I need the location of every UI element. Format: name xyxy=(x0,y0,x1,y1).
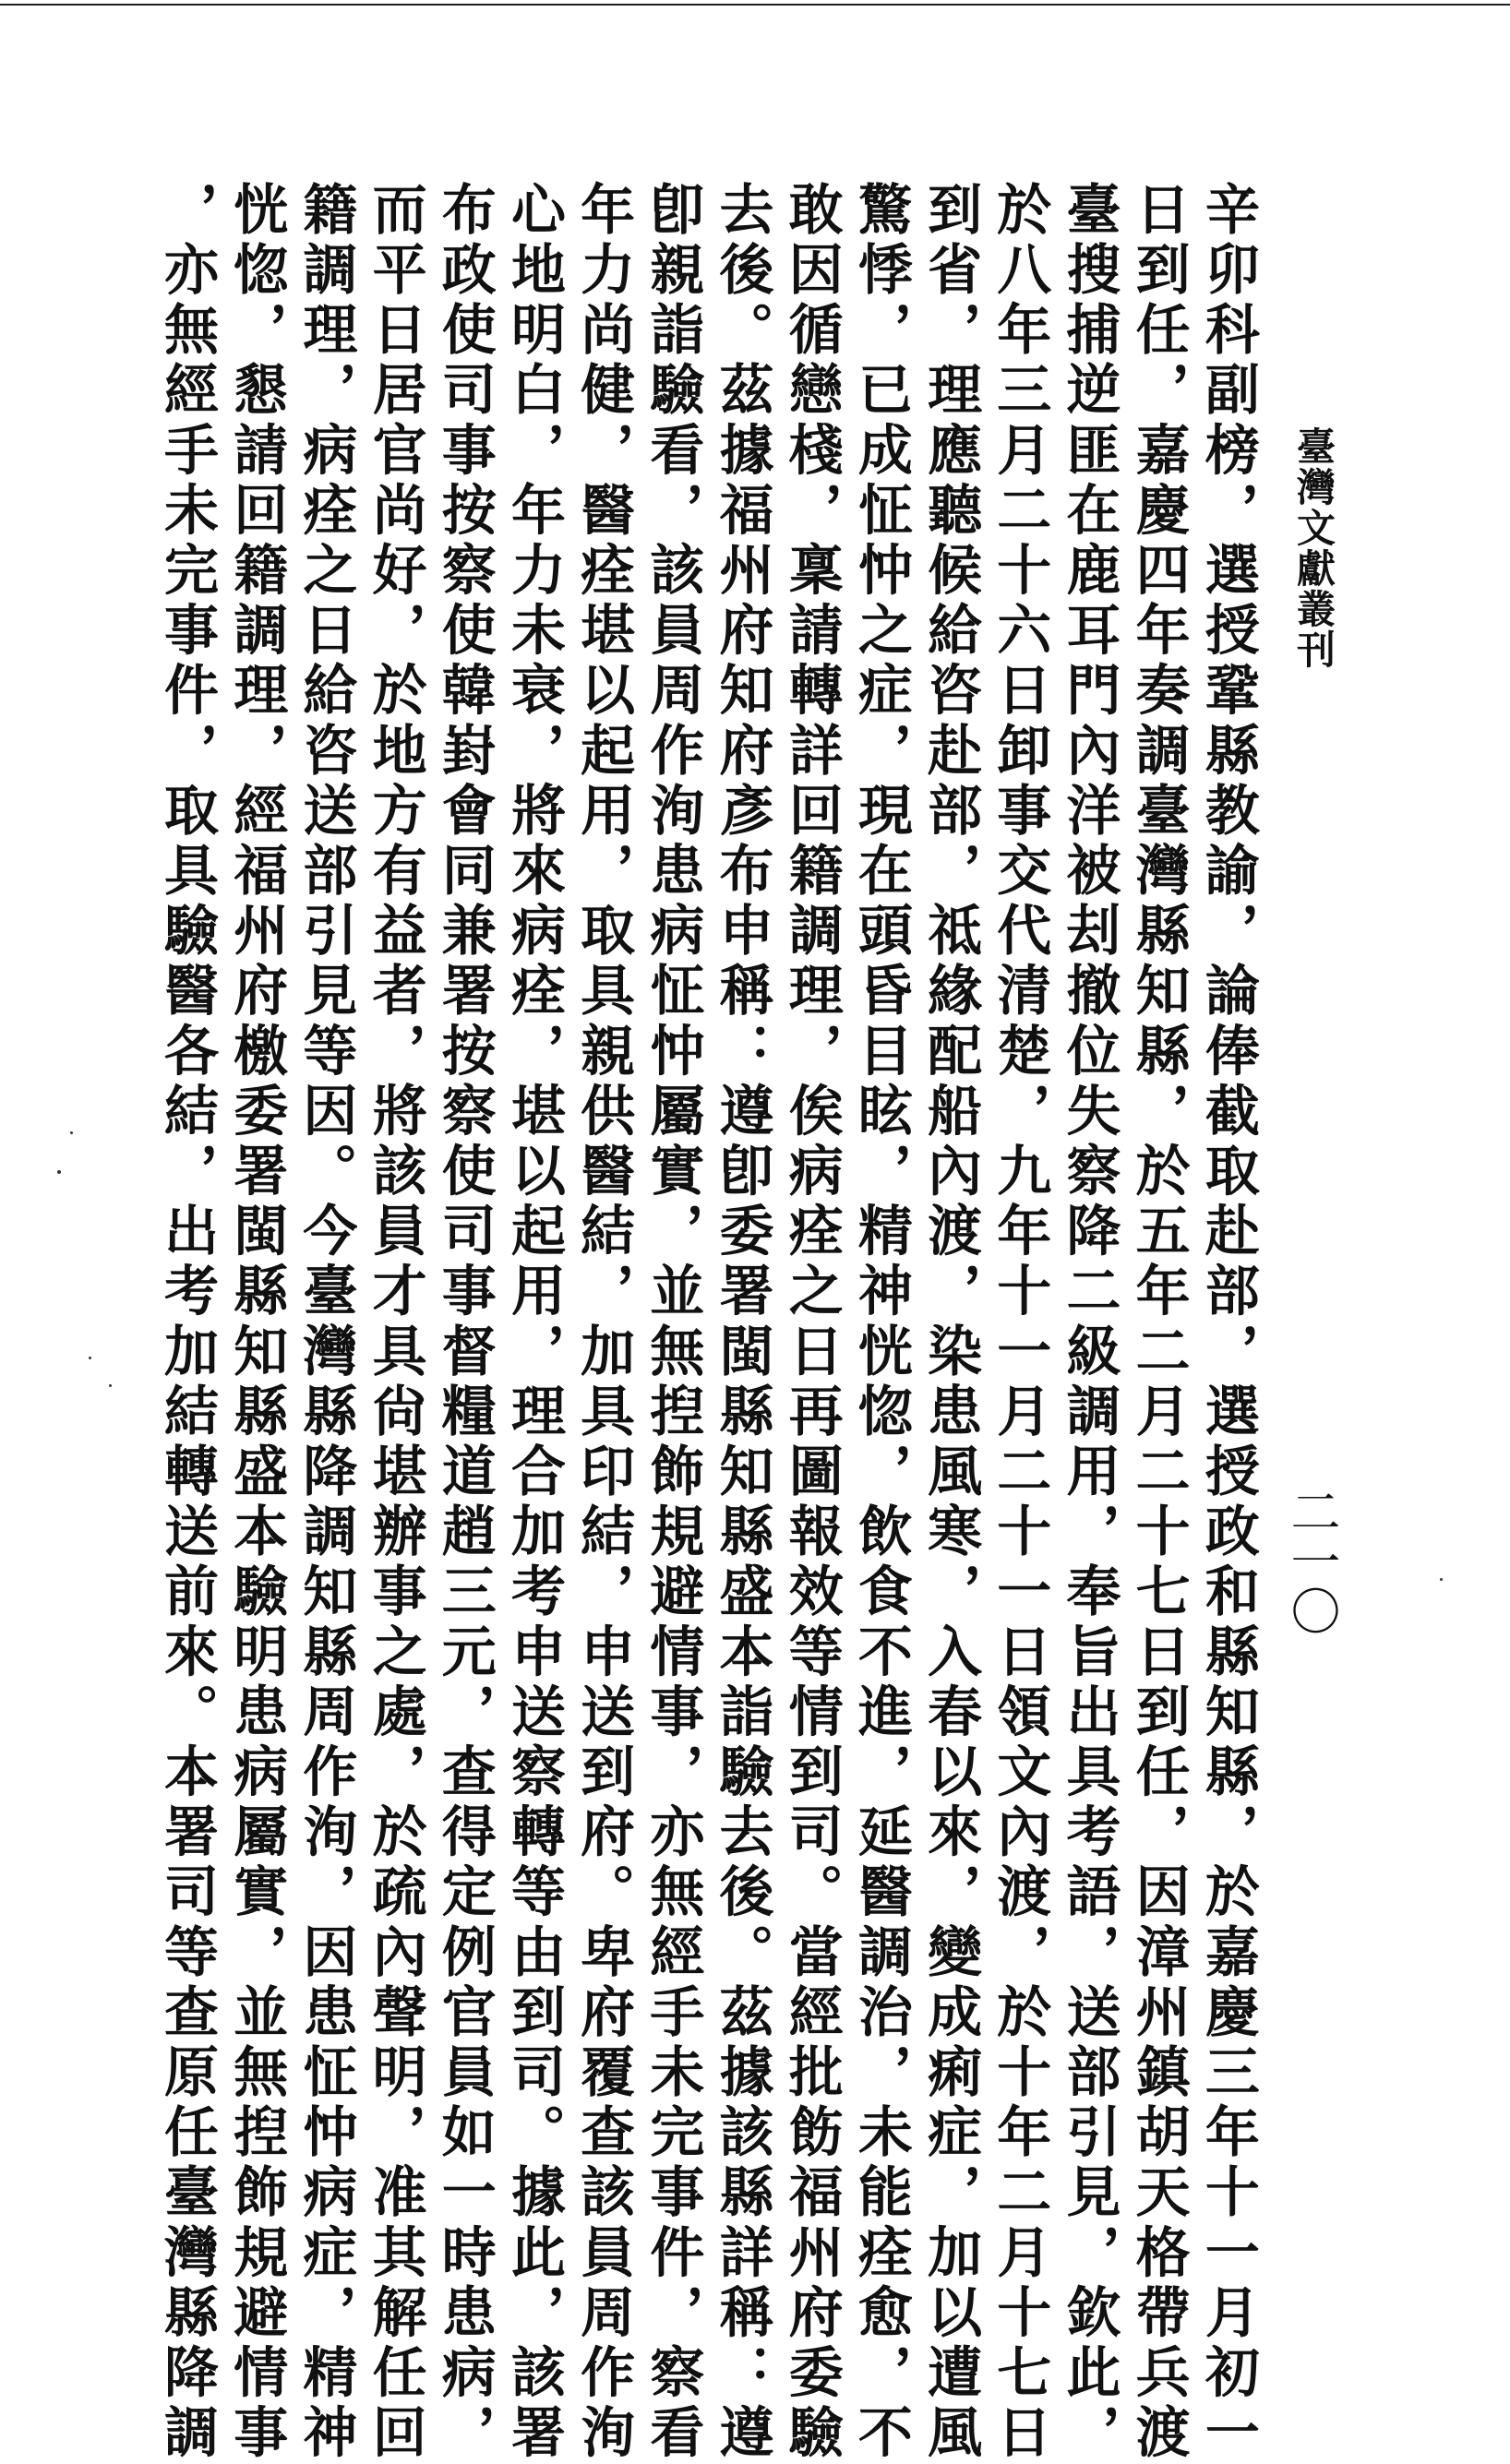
text-column: 敢因循戀棧，稟請轉詳回籍調理，俟病痊之日再圖報效等情到司。當經批飭福州府委驗 xyxy=(779,181,844,2464)
text-column: 心地明白，年力未衰，將來病痊，堪以起用，理合加考申送察轉等由到司。據此，該署 xyxy=(501,181,566,2464)
scan-top-border xyxy=(0,4,1510,6)
vertical-text-body xyxy=(155,181,1260,2464)
text-column: 籍調理，病痊之日給咨送部引見等因。今臺灣縣降調知縣周作洵，因患怔忡病症，精神 xyxy=(294,181,358,2464)
text-column: 日到任，嘉慶四年奏調臺灣縣知縣，於五年二月二十七日到任，因漳州鎮胡天格帶兵渡 xyxy=(1126,181,1191,2464)
text-column: 到省，理應聽候給咨赴部，祗緣配船內渡，染患風寒，入春以來，變成痢症，加以遭風 xyxy=(918,181,983,2464)
scan-speck xyxy=(70,1131,73,1134)
text-column: ，亦無經手未完事件，取具驗醫各結，出考加結轉送前來。本署司等查原任臺灣縣降調 xyxy=(155,181,219,2464)
text-column: 臺搜捕逆匪在鹿耳門內洋被刦撤位失察降二級調用，奉旨出具考語，送部引見，欽此， xyxy=(1057,181,1121,2464)
text-column: 而平日居官尚好，於地方有益者，將該員才具尙堪辦事之處，於疏內聲明，准其解任回 xyxy=(363,181,427,2464)
text-column: 卽親詣驗看，該員周作洵患病怔忡屬實，並無揑飾規避情事，亦無經手未完事件，察看 xyxy=(641,181,705,2464)
text-column: 去後。茲據福州府知府彥布申稱：遵卽委署閩縣知縣盛本詣驗去後。茲據該縣詳稱：遵 xyxy=(710,181,774,2464)
text-column: 驚悸，已成怔忡之症，現在頭昏目眩，精神恍惚，飲食不進，延醫調治，未能痊愈，不 xyxy=(848,181,913,2464)
text-column: 布政使司事按察使韓崶會同兼署按察使司事督糧道趙三元，查得定例官員如一時患病， xyxy=(432,181,497,2464)
text-column: 年力尚健，醫痊堪以起用，取具親供醫結，加具印結，申送到府。卑府覆查該員周作洵 xyxy=(571,181,636,2464)
scan-speck xyxy=(89,1357,91,1359)
text-column: 辛卯科副榜，選授鞏縣教諭，論俸截取赴部，選授政和縣知縣，於嘉慶三年十一月初一 xyxy=(1195,181,1260,2464)
page-number: 二一〇 xyxy=(1283,1486,1341,1635)
text-column: 恍惚，懇請回籍調理，經福州府檄委署閩縣知縣盛本驗明患病屬實，並無揑飾規避情事 xyxy=(224,181,289,2464)
running-title: 臺灣文獻叢刊 xyxy=(1291,426,1336,670)
text-column: 於八年三月二十六日卸事交代清楚，九年十一月二十一日領文內渡，於十年二月十七日 xyxy=(988,181,1052,2464)
scan-speck xyxy=(57,1170,61,1174)
scan-speck xyxy=(1440,1578,1443,1581)
scan-speck xyxy=(109,1384,112,1387)
